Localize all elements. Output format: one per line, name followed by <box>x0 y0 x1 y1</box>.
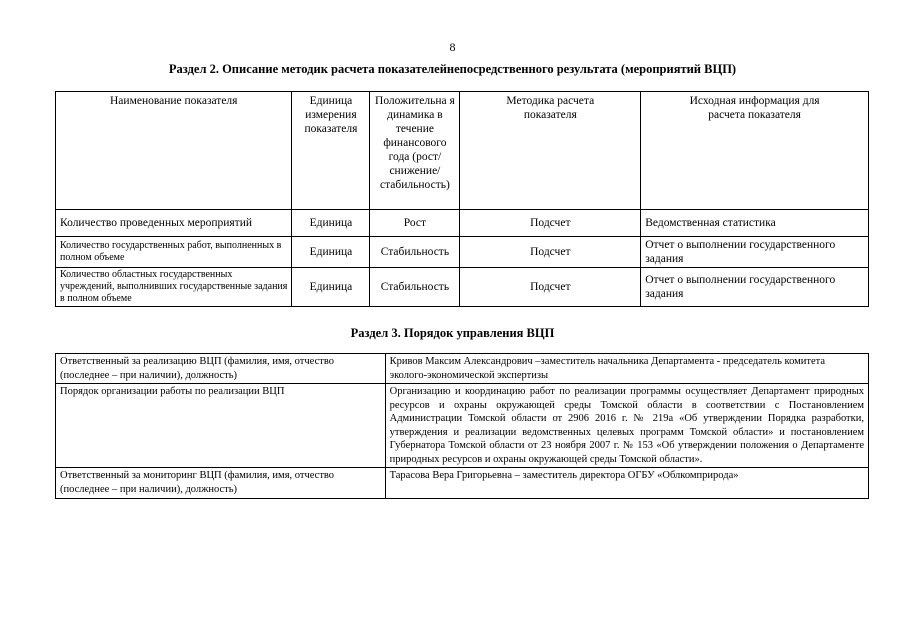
cell-dynamics: Стабильность <box>370 268 460 307</box>
cell-value: Организацию и координацию работ по реализации программы осуществляет Департамент природных ресурсов и охраны окружающей среды Томской области в соответствии с Постановлением Администрации Томской области от 2906 2016 г. № 219а «Об утверждении Порядка разработки, утверждения и реализации ведомственных целевых программ Томской области» и постановлением Губернатора Томской области от 23 ноября 2007 г. № 153 «Об утверждении положения о Департаменте природных ресурсов и охраны окружающей среды Томской области». <box>385 384 868 468</box>
cell-unit: Единица <box>292 237 370 268</box>
cell-method: Подсчет <box>460 210 641 237</box>
table-row <box>56 210 869 237</box>
cell-label: Ответственный за реализацию ВЦП (фамилия, имя, отчество (последнее – при наличии), должность) <box>56 354 386 384</box>
cell-indicator-name: Количество областных государственных учреждений, выполнивших государственные задания в полном объеме <box>56 268 292 307</box>
table-row <box>56 384 869 468</box>
section2-title: Раздел 2. Описание методик расчета показателейнепосредственного результата (мероприятий ВЦП) <box>168 62 737 76</box>
cell-source: Ведомственная статистика <box>641 210 869 237</box>
cell-unit: Единица <box>292 268 370 307</box>
header-unit: Единица измерения показателя <box>292 92 370 210</box>
cell-value: Тарасова Вера Григорьевна – заместитель директора ОГБУ «Облкомприрода» <box>385 468 868 499</box>
cell-source: Отчет о выполнении государственного задания <box>641 237 869 268</box>
management-table <box>55 353 869 499</box>
table-row <box>56 354 869 384</box>
cell-label: Порядок организации работы по реализации ВЦП <box>56 384 386 468</box>
header-indicator-name: Наименование показателя <box>56 92 292 210</box>
cell-value: Кривов Максим Александрович –заместитель начальника Департамента - председатель комитета эколого-экономической экспертизы <box>385 354 868 384</box>
section3-title: Раздел 3. Порядок управления ВЦП <box>350 326 555 340</box>
header-method: Методика расчета показателя <box>460 92 641 210</box>
page-number: 8 <box>449 40 456 54</box>
cell-method: Подсчет <box>460 237 641 268</box>
cell-source: Отчет о выполнении государственного задания <box>641 268 869 307</box>
cell-label: Ответственный за мониторинг ВЦП (фамилия, имя, отчество (последнее – при наличии), должность) <box>56 468 386 499</box>
cell-dynamics: Рост <box>370 210 460 237</box>
table-row <box>56 237 869 268</box>
header-source: Исходная информация для расчета показателя <box>641 92 869 210</box>
cell-method: Подсчет <box>460 268 641 307</box>
header-dynamics: Положительна я динамика в течение финансового года (рост/снижение/ стабильность) <box>370 92 460 210</box>
cell-unit: Единица <box>292 210 370 237</box>
indicators-table <box>55 91 869 307</box>
table-header-row <box>56 92 869 210</box>
cell-indicator-name: Количество государственных работ, выполненных в полном объеме <box>56 237 292 268</box>
table-row <box>56 468 869 499</box>
cell-dynamics: Стабильность <box>370 237 460 268</box>
cell-indicator-name: Количество проведенных мероприятий <box>56 210 292 237</box>
table-row <box>56 268 869 307</box>
